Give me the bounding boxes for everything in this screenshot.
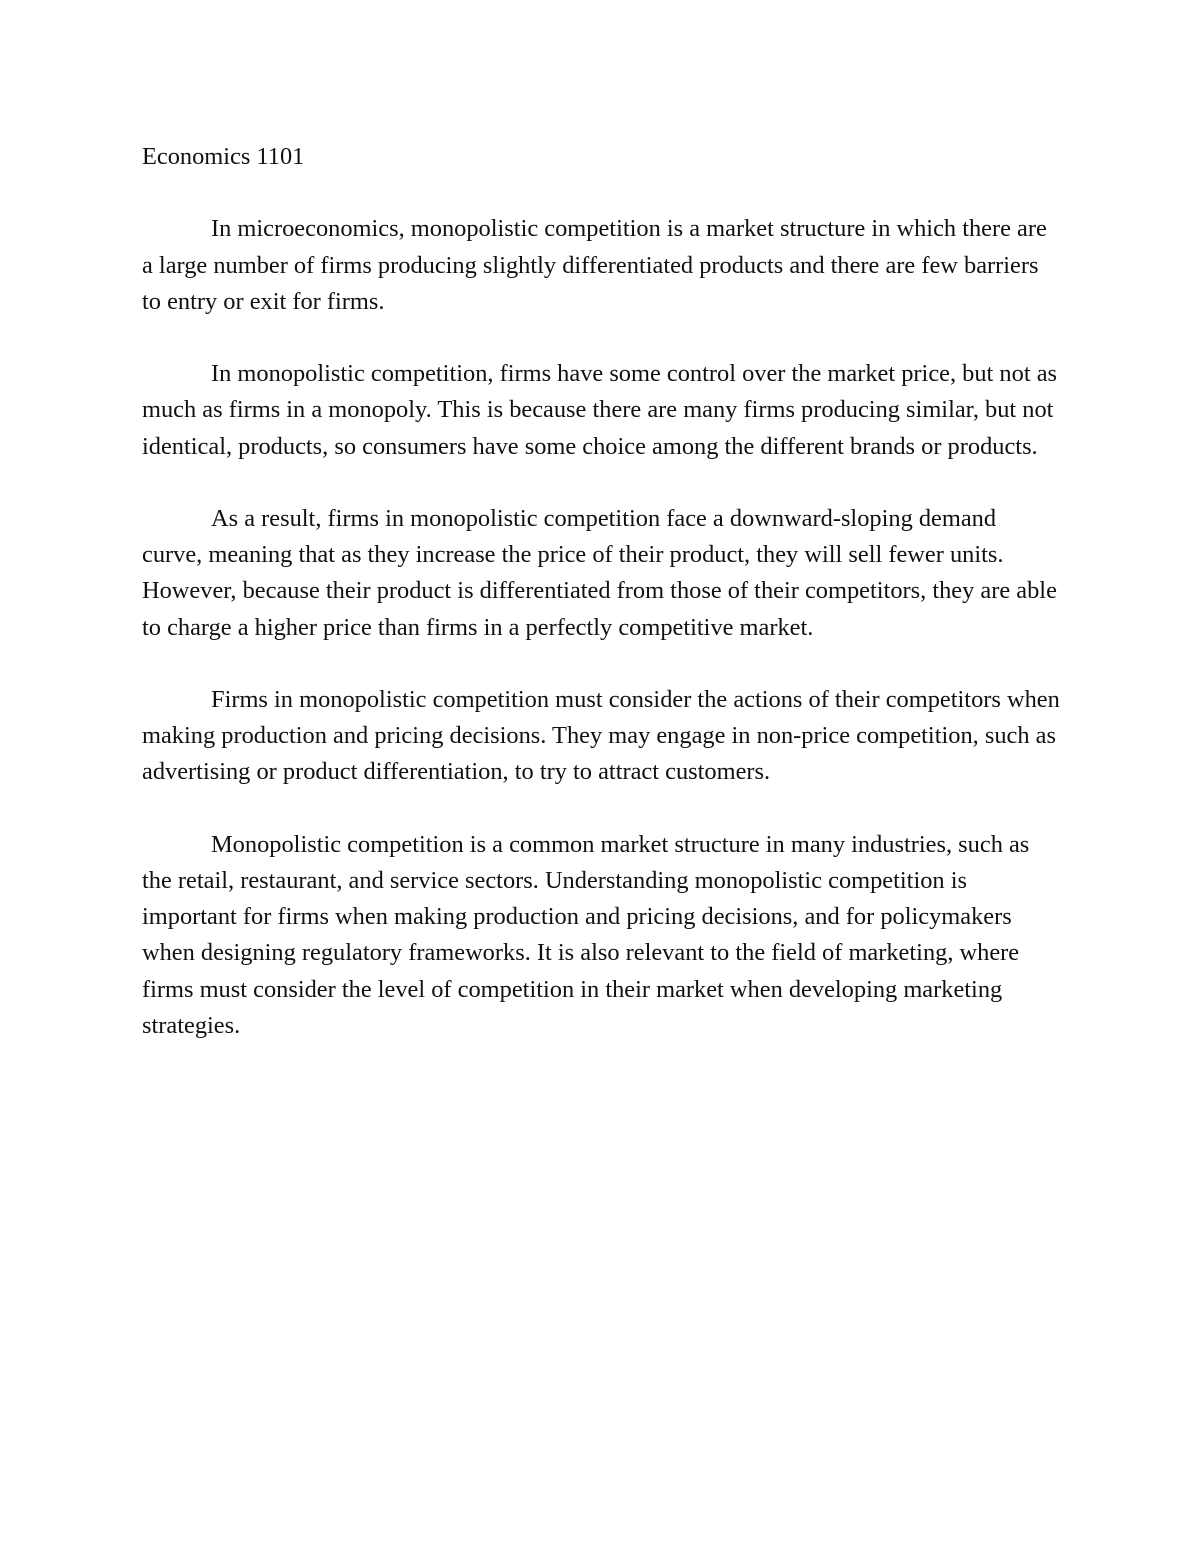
paragraph-3: As a result, firms in monopolistic competition face a downward-sloping demand curve, meaning that as they increase the price of their product, they will sell fewer units. However, because their product is differentiated from those of their competitors, they are able to charge a higher price than firms in a perfectly competitive market. [142, 504, 1057, 641]
paragraph-2: In monopolistic competition, firms have some control over the market price, but not as much as firms in a monopoly. This is because there are many firms producing similar, but not identical, products, so consumers have some choice among the different brands or products. [142, 360, 1058, 460]
paragraph-1: In microeconomics, monopolistic competition is a market structure in which there are a large number of firms producing slightly differentiated products and there are few barriers to entry or exit for firms. [142, 215, 1047, 315]
course-title: Economics 1101 [142, 143, 305, 170]
paragraph-4: Firms in monopolistic competition must consider the actions of their competitors when making production and pricing decisions. They may engage in non-price competition, such as advertising or product differentiation, to try to attract customers. [142, 685, 1060, 786]
paragraph-5: Monopolistic competition is a common market structure in many industries, such as the retail, restaurant, and service sectors. Understanding monopolistic competition is important for firms when making production and pricing decisions, and for policymakers when designing regulatory frameworks. It is also relevant to the field of marketing, where firms must consider the level of competition in their market when developing marketing strategies. [142, 830, 1030, 1039]
document-body [142, 139, 1062, 1080]
